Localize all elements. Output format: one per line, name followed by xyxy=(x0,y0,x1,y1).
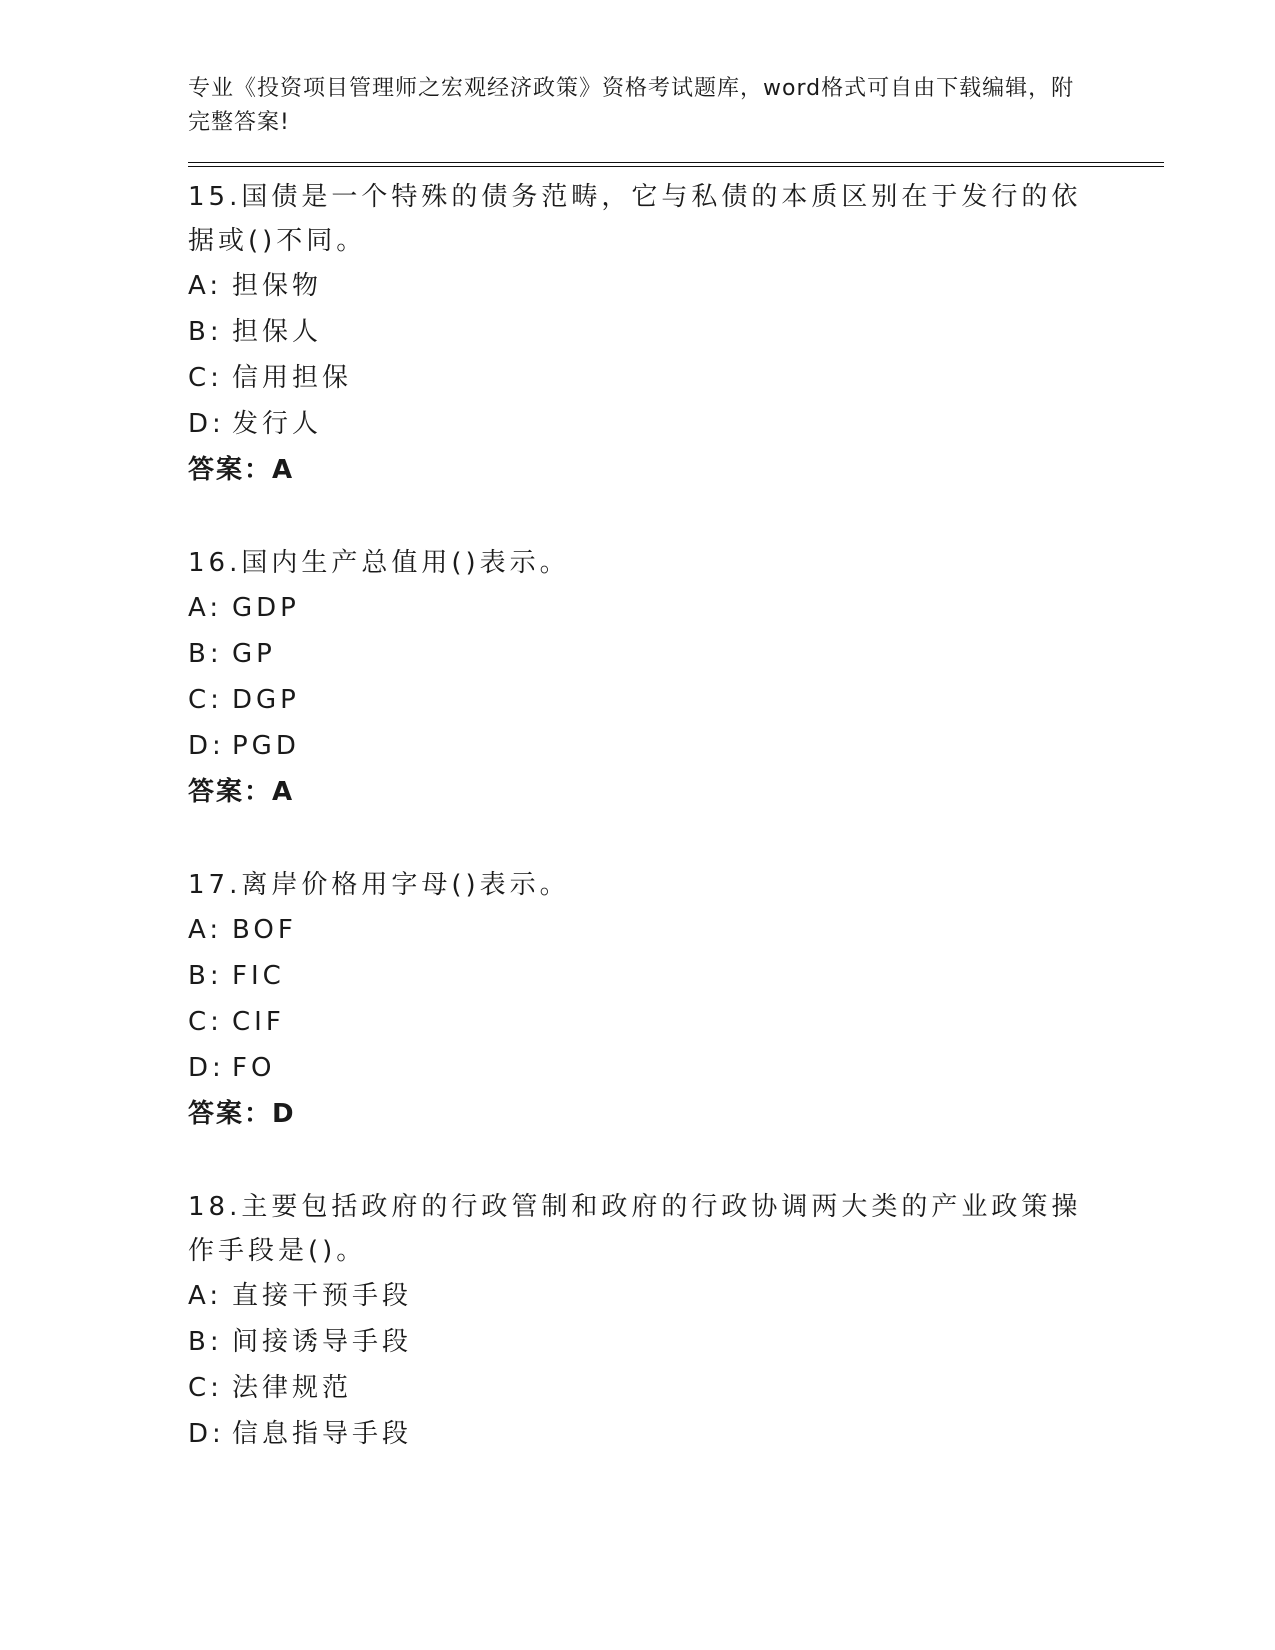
option-text: 发行人 xyxy=(232,409,323,439)
option-b xyxy=(188,631,1168,677)
document-page xyxy=(188,72,1168,1457)
option-key: D: xyxy=(188,731,225,761)
option-text: GDP xyxy=(232,593,300,623)
option-text: BOF xyxy=(232,915,297,945)
option-a xyxy=(188,907,1168,953)
option-text: 担保物 xyxy=(232,271,323,301)
question-18 xyxy=(188,1185,1168,1457)
option-text: 担保人 xyxy=(232,317,323,347)
option-text: 法律规范 xyxy=(232,1373,353,1403)
question-stem: 15.国债是一个特殊的债务范畴，它与私债的本质区别在于发行的依据或()不同。 xyxy=(188,182,1082,256)
document-header: 专业《投资项目管理师之宏观经济政策》资格考试题库，word格式可自由下载编辑，附完整答案! xyxy=(188,76,1075,135)
option-text: 直接干预手段 xyxy=(232,1281,413,1311)
option-key: B: xyxy=(188,639,223,669)
option-c xyxy=(188,677,1168,723)
option-key: A: xyxy=(188,1281,223,1311)
option-key: D: xyxy=(188,1419,225,1449)
option-key: A: xyxy=(188,593,223,623)
option-key: C: xyxy=(188,1373,223,1403)
question-16 xyxy=(188,541,1168,815)
option-d xyxy=(188,401,1168,447)
question-stem: 18.主要包括政府的行政管制和政府的行政协调两大类的产业政策操作手段是()。 xyxy=(188,1192,1082,1266)
option-text: CIF xyxy=(232,1007,285,1037)
option-text: FIC xyxy=(232,961,285,991)
option-key: D: xyxy=(188,409,225,439)
option-c xyxy=(188,1365,1168,1411)
option-key: C: xyxy=(188,363,223,393)
option-text: PGD xyxy=(232,731,300,761)
option-b xyxy=(188,1319,1168,1365)
question-15 xyxy=(188,175,1168,493)
option-key: B: xyxy=(188,1327,223,1357)
option-key: D: xyxy=(188,1053,225,1083)
option-a xyxy=(188,585,1168,631)
option-text: GP xyxy=(232,639,276,669)
option-text: DGP xyxy=(232,685,300,715)
option-d xyxy=(188,723,1168,769)
option-text: FO xyxy=(232,1053,276,1083)
option-d xyxy=(188,1411,1168,1457)
option-b xyxy=(188,309,1168,355)
option-key: B: xyxy=(188,317,223,347)
answer-line: 答案：A xyxy=(188,455,295,485)
option-d xyxy=(188,1045,1168,1091)
option-key: C: xyxy=(188,685,223,715)
option-key: C: xyxy=(188,1007,223,1037)
option-text: 信息指导手段 xyxy=(232,1419,413,1449)
option-text: 间接诱导手段 xyxy=(232,1327,413,1357)
option-b xyxy=(188,953,1168,999)
option-a xyxy=(188,1273,1168,1319)
header-divider xyxy=(188,162,1164,167)
question-17 xyxy=(188,863,1168,1137)
option-text: 信用担保 xyxy=(232,363,353,393)
option-c xyxy=(188,999,1168,1045)
option-key: B: xyxy=(188,961,223,991)
option-a xyxy=(188,263,1168,309)
answer-line: 答案：A xyxy=(188,777,295,807)
option-key: A: xyxy=(188,271,223,301)
question-stem: 17.离岸价格用字母()表示。 xyxy=(188,870,570,900)
question-stem: 16.国内生产总值用()表示。 xyxy=(188,548,570,578)
option-key: A: xyxy=(188,915,223,945)
option-c xyxy=(188,355,1168,401)
answer-line: 答案：D xyxy=(188,1099,296,1129)
